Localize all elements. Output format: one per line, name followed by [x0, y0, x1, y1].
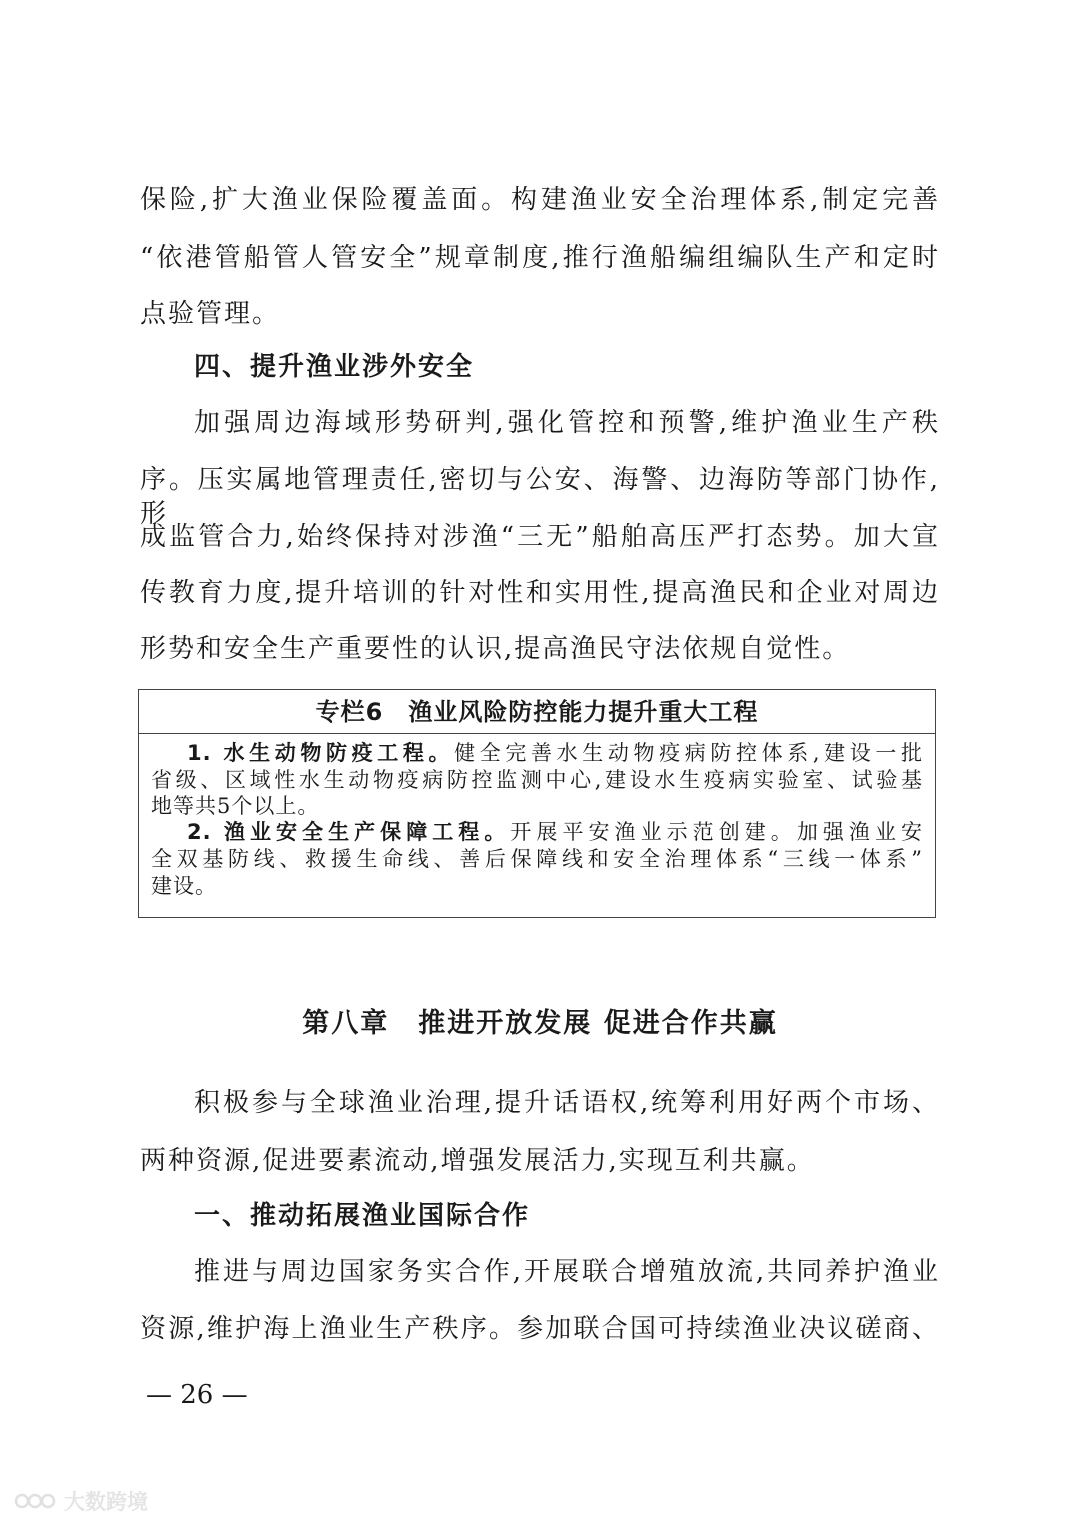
- box-item-lead: 2. 渔业安全生产保障工程。: [187, 820, 511, 844]
- section-heading: 四、提升渔业涉外安全: [194, 352, 475, 382]
- box-item-line: 建设。: [151, 874, 217, 898]
- box-item-lead: 1. 水生动物防疫工程。: [187, 741, 455, 765]
- box-item-text: 开展平安渔业示范创建。加强渔业安: [510, 820, 923, 844]
- body-line: 序。压实属地管理责任,密切与公安、海警、边海防等部门协作,形: [140, 465, 940, 529]
- box-item-line: 全双基防线、救援生命线、善后保障线和安全治理体系“三线一体系”: [151, 847, 923, 871]
- box-title-row: [139, 690, 935, 734]
- body-line: 推进与周边国家务实合作,开展联合增殖放流,共同养护渔业: [194, 1257, 940, 1287]
- body-line: 两种资源,促进要素流动,增强发展活力,实现互利共赢。: [140, 1146, 815, 1176]
- body-line: 保险,扩大渔业保险覆盖面。构建渔业安全治理体系,制定完善: [140, 185, 940, 215]
- box-title: 专栏6 渔业风险防控能力提升重大工程: [315, 698, 759, 726]
- special-column-box: [138, 689, 936, 918]
- body-line: 加强周边海域形势研判,强化管控和预警,维护渔业生产秩: [194, 408, 940, 438]
- box-item-line: 地等共5个以上。: [151, 794, 320, 818]
- brand-logo-icon: [14, 1489, 58, 1513]
- box-item-line: [187, 819, 923, 845]
- body-line: 资源,维护海上渔业生产秩序。参加联合国可持续渔业决议磋商、: [140, 1314, 940, 1344]
- section-heading: 一、推动拓展渔业国际合作: [194, 1201, 531, 1231]
- body-line: 成监管合力,始终保持对涉渔“三无”船舶高压严打态势。加大宣: [140, 522, 940, 552]
- box-item-line: 省级、区域性水生动物疫病防控监测中心,建设水生疫病实验室、试验基: [151, 768, 923, 792]
- chapter-title: 第八章 推进开放发展 促进合作共赢: [302, 1008, 778, 1039]
- body-line: 形势和安全生产重要性的认识,提高渔民守法依规自觉性。: [140, 634, 851, 664]
- body-line: “依港管船管人管安全”规章制度,推行渔船编组编队生产和定时: [140, 243, 940, 273]
- page-number: — 26 —: [146, 1380, 248, 1410]
- body-line: 点验管理。: [140, 299, 281, 329]
- watermark-text: 大数跨境: [64, 1490, 148, 1514]
- body-line: 传教育力度,提升培训的针对性和实用性,提高渔民和企业对周边: [140, 578, 940, 608]
- box-item-text: 健全完善水生动物疫病防控体系,建设一批: [454, 741, 923, 765]
- box-item-line: [187, 740, 923, 766]
- watermark: [14, 1488, 148, 1514]
- body-line: 积极参与全球渔业治理,提升话语权,统筹利用好两个市场、: [194, 1088, 940, 1118]
